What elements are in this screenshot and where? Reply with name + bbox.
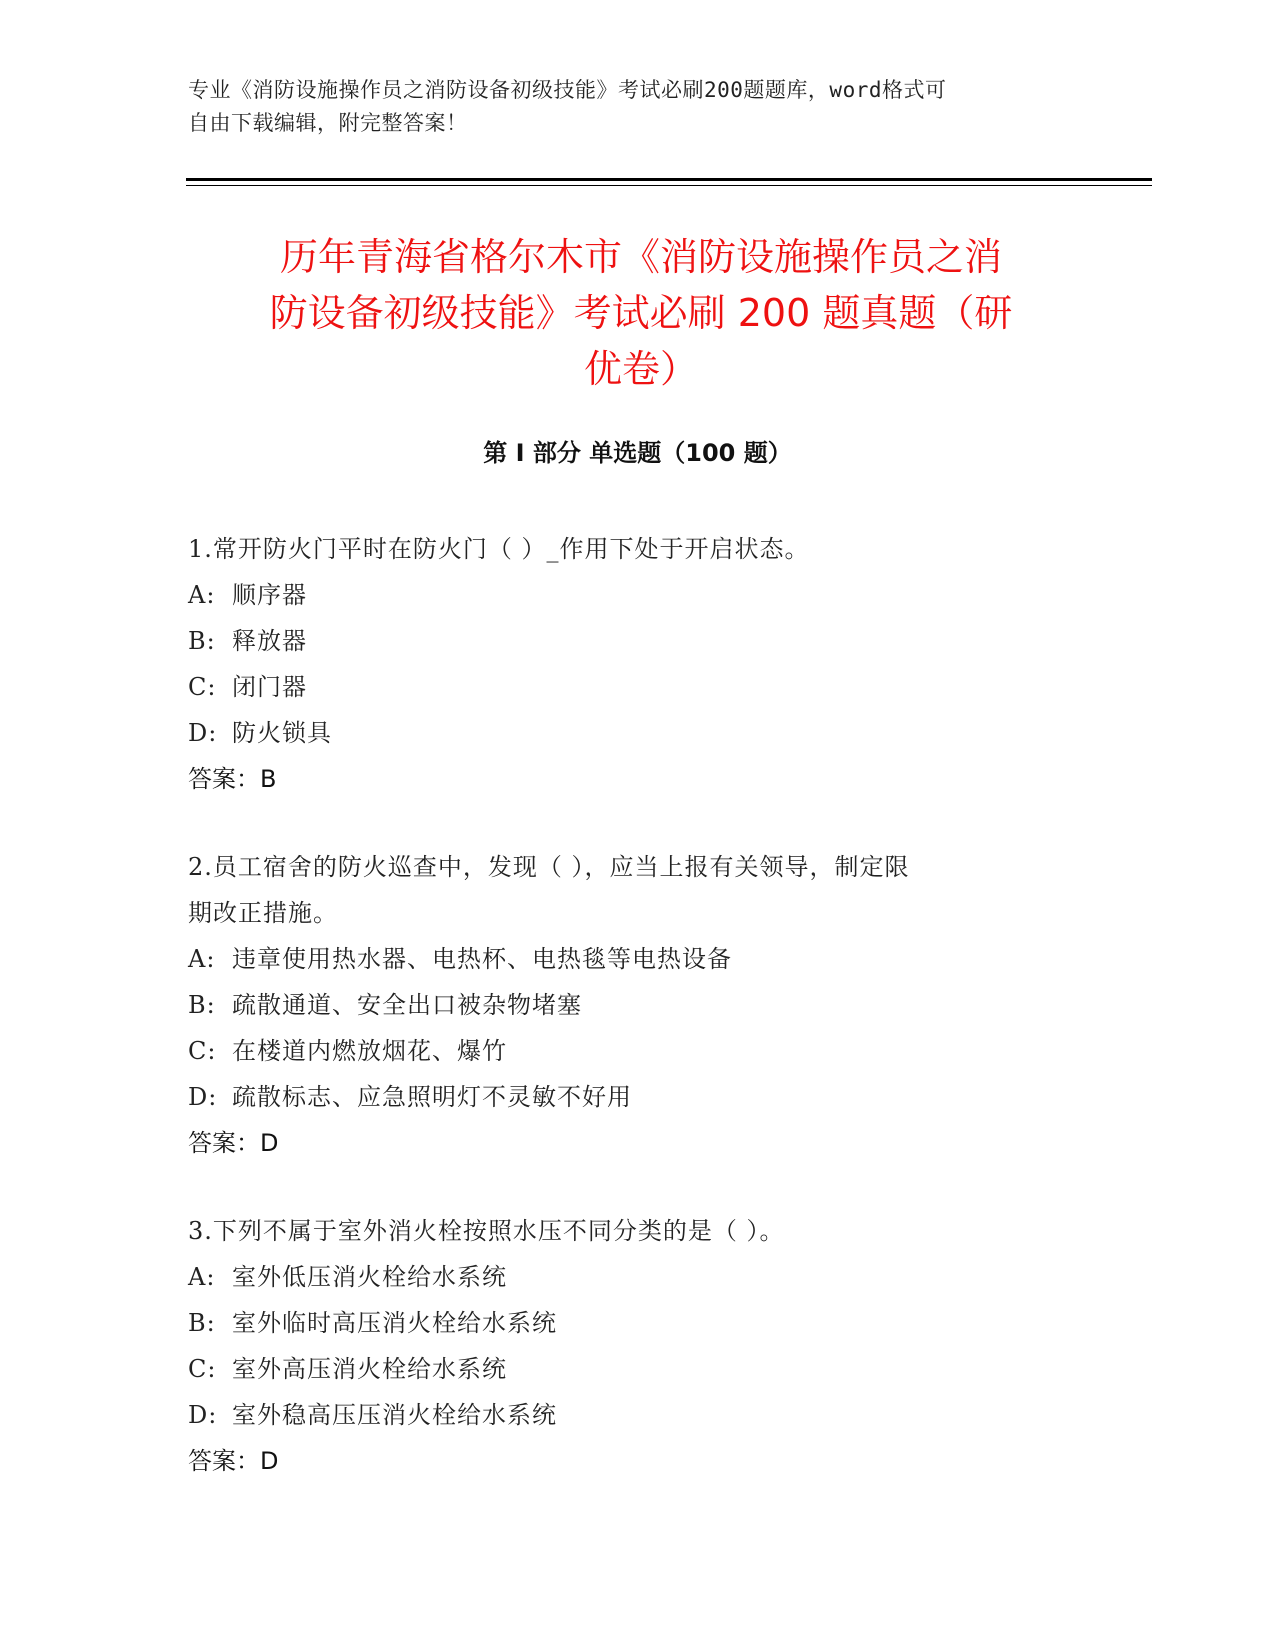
option-text: 释放器 xyxy=(232,627,307,655)
document-title xyxy=(186,229,1096,397)
question-2 xyxy=(188,844,1068,1166)
option-d xyxy=(188,710,1068,756)
answer-line: 答案：D xyxy=(188,1447,279,1475)
question-stem: 1.常开防火门平时在防火门（ ）_作用下处于开启状态。 xyxy=(188,535,810,563)
option-c xyxy=(188,1346,1068,1392)
question-stem: 2.员工宿舍的防火巡查中，发现（ ），应当上报有关领导，制定限 xyxy=(188,853,910,881)
question-list xyxy=(188,526,1068,1526)
document-title-line1: 历年青海省格尔木市《消防设施操作员之消 xyxy=(279,235,1002,279)
option-key: C: xyxy=(188,673,217,701)
header-note-line2: 自由下载编辑，附完整答案！ xyxy=(188,111,468,135)
option-text: 室外临时高压消火栓给水系统 xyxy=(232,1309,557,1337)
question-stem-continued: 期改正措施。 xyxy=(188,899,338,927)
option-key: A: xyxy=(188,581,216,609)
answer-line: 答案：B xyxy=(188,765,277,793)
option-key: C: xyxy=(188,1355,217,1383)
option-key: D: xyxy=(188,1083,218,1111)
option-key: D: xyxy=(188,719,218,747)
option-key: D: xyxy=(188,1401,218,1429)
document-title-line2: 防设备初级技能》考试必刷 200 题真题（研 xyxy=(269,291,1013,335)
option-b xyxy=(188,982,1068,1028)
option-text: 在楼道内燃放烟花、爆竹 xyxy=(232,1037,507,1065)
option-text: 室外低压消火栓给水系统 xyxy=(232,1263,507,1291)
option-key: B: xyxy=(188,991,216,1019)
option-text: 室外稳高压压消火栓给水系统 xyxy=(232,1401,557,1429)
option-text: 疏散通道、安全出口被杂物堵塞 xyxy=(232,991,582,1019)
header-note xyxy=(188,74,1068,140)
header-note-line1: 专业《消防设施操作员之消防设备初级技能》考试必刷200题题库，word格式可 xyxy=(188,78,947,102)
option-key: A: xyxy=(188,1263,216,1291)
question-stem: 3.下列不属于室外消火栓按照水压不同分类的是（ ）。 xyxy=(188,1217,785,1245)
option-key: B: xyxy=(188,1309,216,1337)
option-key: C: xyxy=(188,1037,217,1065)
option-text: 违章使用热水器、电热杯、电热毯等电热设备 xyxy=(232,945,732,973)
document-title-line3: 优卷） xyxy=(583,347,698,391)
option-d xyxy=(188,1392,1068,1438)
question-3 xyxy=(188,1208,1068,1484)
option-b xyxy=(188,618,1068,664)
option-text: 室外高压消火栓给水系统 xyxy=(232,1355,507,1383)
option-a xyxy=(188,572,1068,618)
option-c xyxy=(188,1028,1068,1074)
option-text: 防火锁具 xyxy=(232,719,332,747)
section-title: 第 I 部分 单选题（100 题） xyxy=(483,439,792,467)
option-a xyxy=(188,1254,1068,1300)
option-text: 疏散标志、应急照明灯不灵敏不好用 xyxy=(232,1083,632,1111)
header-divider-thin xyxy=(186,185,1152,186)
option-b xyxy=(188,1300,1068,1346)
header-divider-thick xyxy=(186,178,1152,181)
question-1 xyxy=(188,526,1068,802)
option-c xyxy=(188,664,1068,710)
option-key: A: xyxy=(188,945,216,973)
answer-line: 答案：D xyxy=(188,1129,279,1157)
option-text: 顺序器 xyxy=(232,581,307,609)
option-a xyxy=(188,936,1068,982)
option-d xyxy=(188,1074,1068,1120)
option-key: B: xyxy=(188,627,216,655)
option-text: 闭门器 xyxy=(232,673,307,701)
